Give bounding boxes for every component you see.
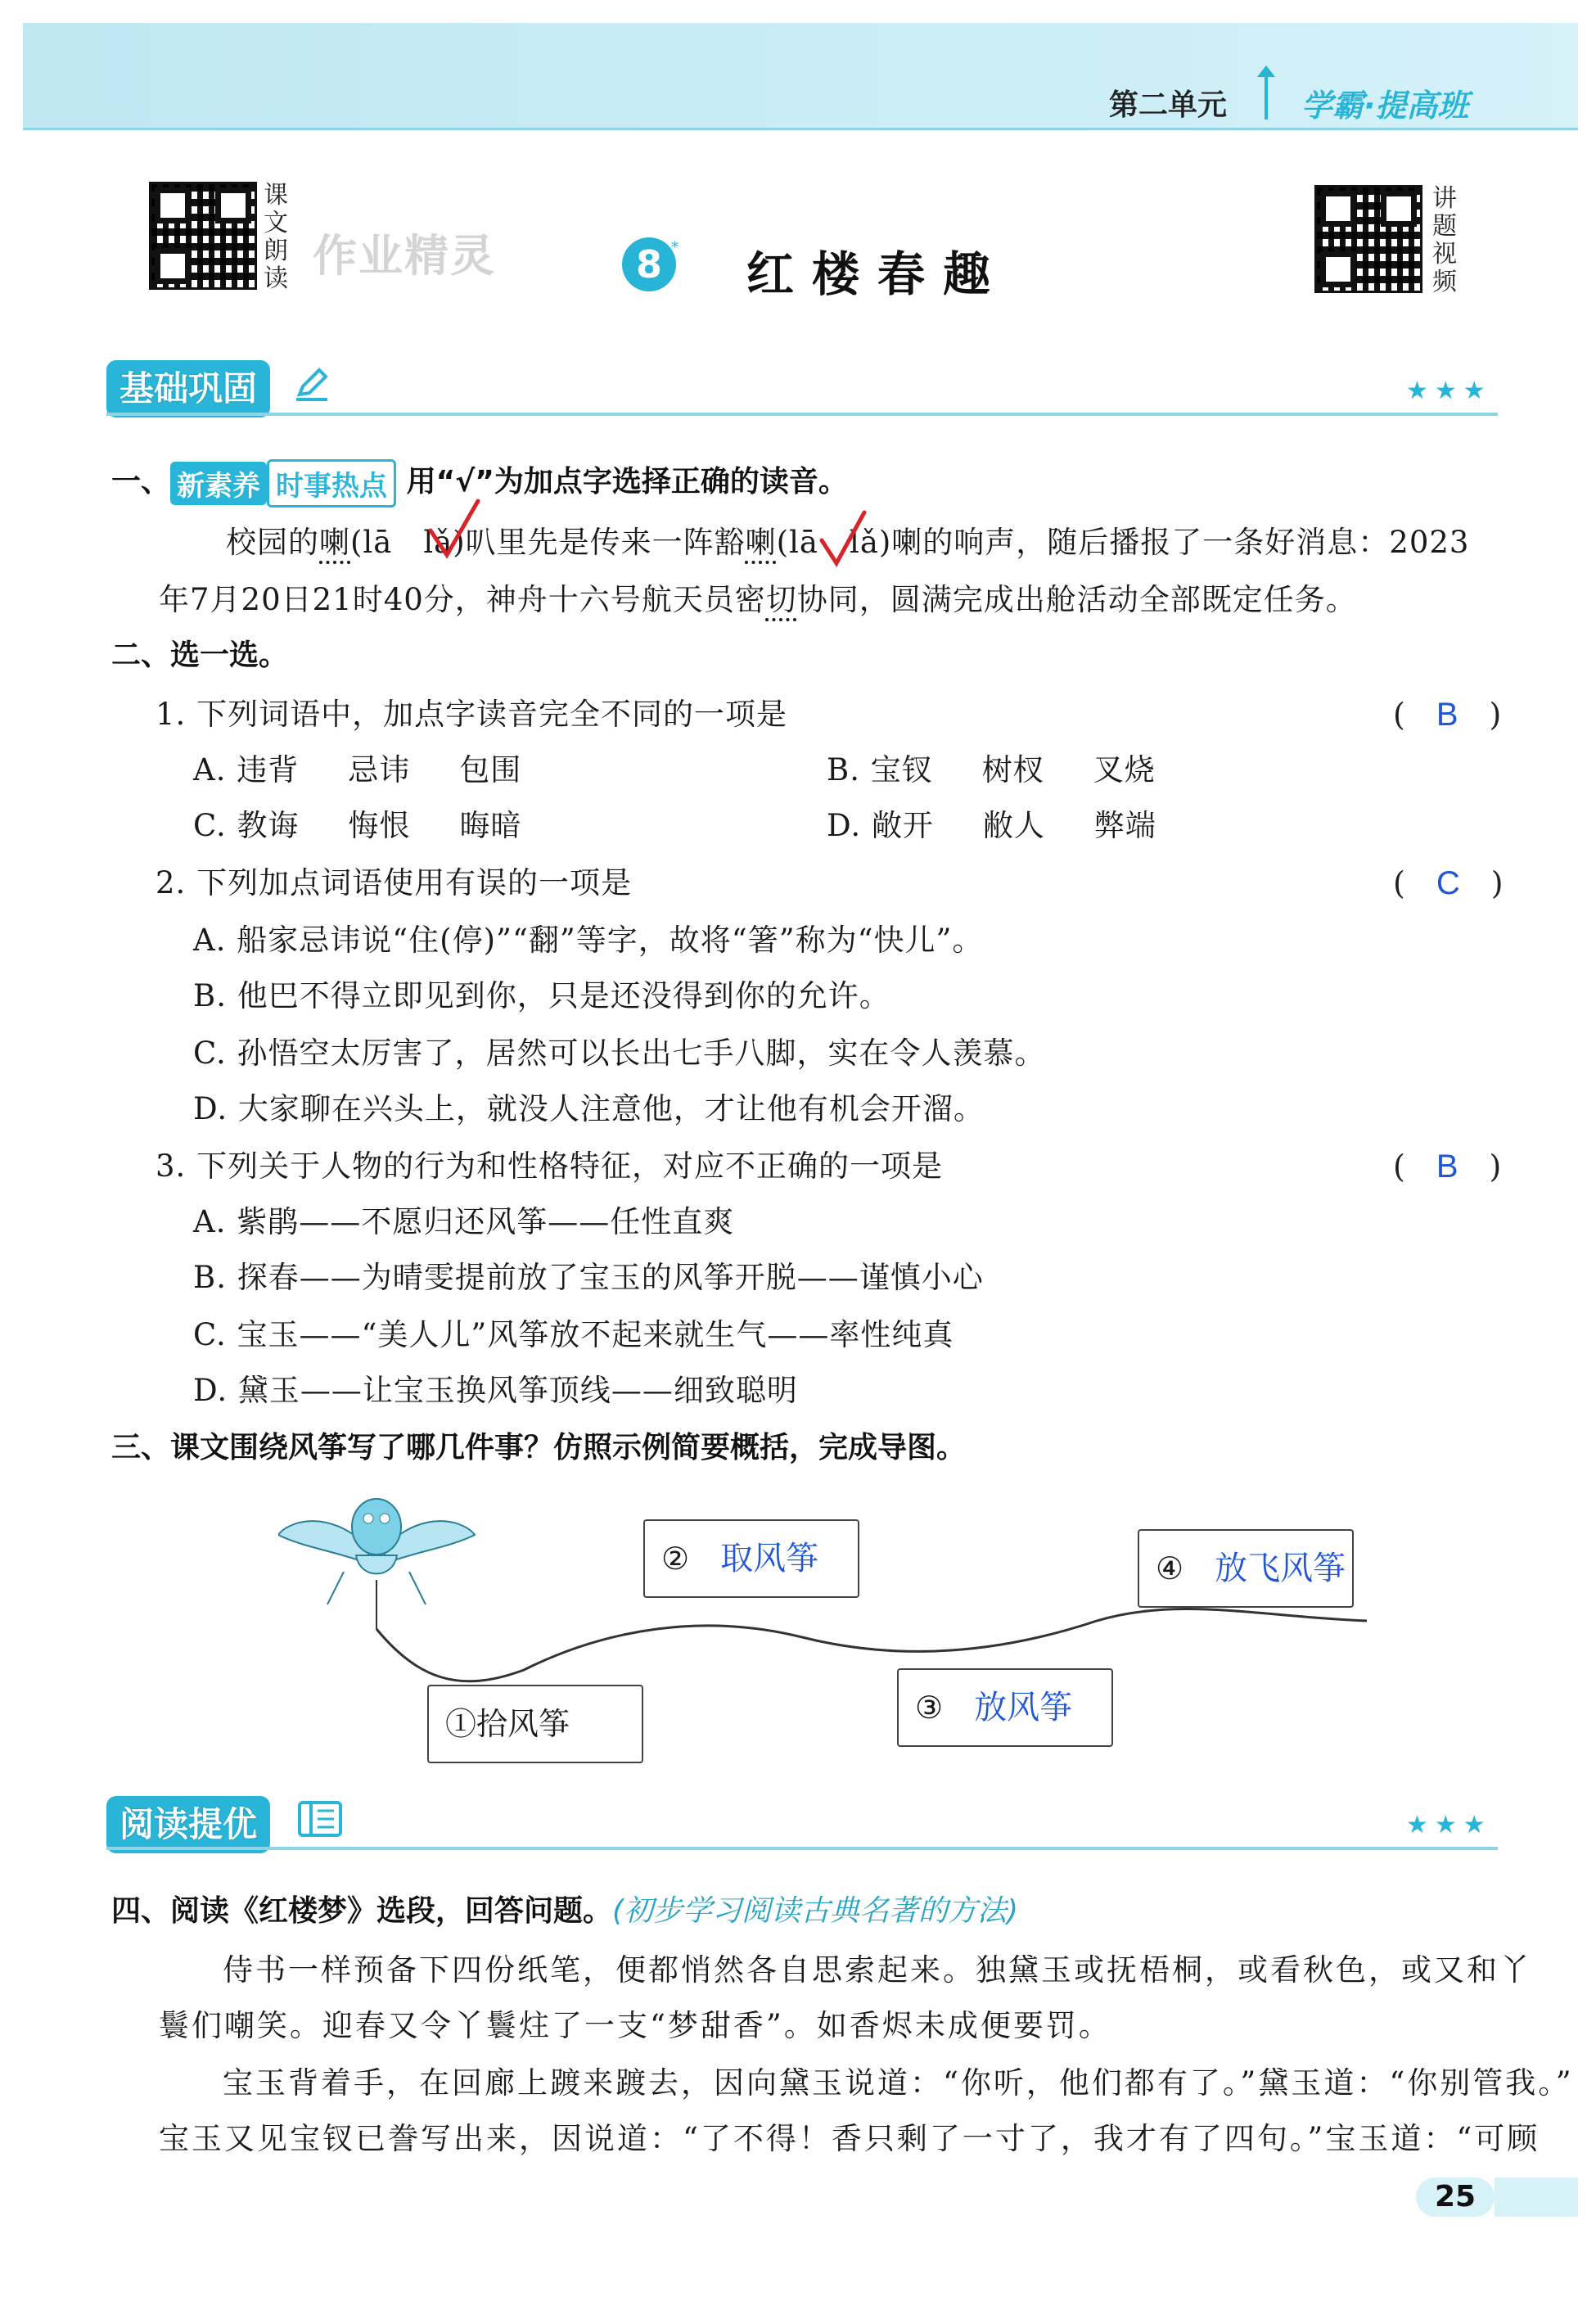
q2-2-answer: ( C ) — [1393, 865, 1504, 901]
tag-hot-topic: 时事热点 — [267, 459, 396, 508]
q4-para1-line1: 侍书一样预备下四份纸笔，便都悄然各自思索起来。独黛玉或抚梧桐，或看秋色，或又和丫 — [223, 1952, 1532, 1988]
book-icon — [296, 1799, 344, 1839]
qr-label-right: 讲 题 视 频 — [1432, 184, 1457, 296]
unit-title: 第二单元 — [1109, 88, 1228, 122]
section-divider — [106, 413, 1498, 416]
brand-name: 学霸·提高班 — [1301, 88, 1469, 124]
brand-arrow-icon — [1265, 70, 1268, 120]
map-box-1: ①拾风筝 — [427, 1685, 643, 1763]
q1-line-2: 年7月20日21时40分，神舟十六号航天员密切协同，圆满完成出舱活动全部既定任务。 — [159, 582, 1357, 617]
q2-1-option-b[interactable]: B. 宝钗 树杈 叉烧 — [827, 752, 1156, 787]
pencil-icon — [293, 365, 331, 403]
q2-1-option-c[interactable]: C. 教诲 悔恨 晦暗 — [193, 808, 522, 843]
q2-3-option-a[interactable]: A. 紫鹃——不愿归还风筝——任性直爽 — [193, 1204, 735, 1239]
q2-1-option-d[interactable]: D. 敞开 敝人 弊端 — [827, 808, 1156, 843]
q2-1-answer: ( B ) — [1393, 697, 1502, 733]
qr-label-left: 课 文 朗 读 — [264, 181, 288, 293]
page-number: 25 — [1416, 2177, 1495, 2217]
q1-line-1: 校园的喇(lā lǎ)叭里先是传来一阵豁喇(lā lǎ)喇的响声，随后播报了一条好消息：2023 — [226, 525, 1470, 560]
watermark: 作业精灵 — [313, 230, 496, 282]
q2-1-option-a[interactable]: A. 违背 忌讳 包围 — [193, 752, 522, 787]
tag-new-literacy: 新素养 — [170, 462, 267, 505]
section-title-basics: 基础巩固 — [106, 360, 270, 417]
qr-code-icon-right[interactable] — [1314, 185, 1422, 293]
difficulty-stars: ★★★ — [1406, 377, 1492, 405]
checkmark-icon-1 — [426, 496, 483, 562]
q4-heading: 四、阅读《红楼梦》选段，回答问题。(初步学习阅读古典名著的方法) — [111, 1894, 1019, 1928]
q1-heading: 一、 新素养 时事热点 用“√”为加点字选择正确的读音。 — [111, 458, 848, 508]
lesson-title: 红楼春趣 — [746, 246, 1009, 302]
q2-3-stem: 3. 下列关于人物的行为和性格特征，对应不正确的一项是 — [156, 1148, 944, 1184]
page-number-tail — [1495, 2177, 1578, 2217]
qr-code-icon-left[interactable] — [149, 182, 257, 290]
checkmark-icon-2 — [817, 508, 869, 570]
lesson-star: * — [671, 239, 679, 256]
q2-3-option-c[interactable]: C. 宝玉——“美人儿”风筝放不起来就生气——率性纯真 — [193, 1317, 954, 1352]
q4-hint: (初步学习阅读古典名著的方法) — [612, 1894, 1019, 1928]
q2-2-option-a[interactable]: A. 船家忌讳说“住(停)”“翻”等字，故将“箸”称为“快儿”。 — [193, 923, 984, 958]
q2-3-option-d[interactable]: D. 黛玉——让宝玉换风筝顶线——细致聪明 — [193, 1373, 798, 1408]
lesson-number-badge: 8 — [622, 237, 676, 291]
q2-2-stem: 2. 下列加点词语使用有误的一项是 — [156, 865, 633, 900]
difficulty-stars-2: ★★★ — [1406, 1811, 1492, 1839]
map-box-4[interactable]: ④ 放飞风筝 — [1138, 1529, 1354, 1608]
kite-icon — [278, 1499, 475, 1629]
q2-2-option-c[interactable]: C. 孙悟空太厉害了，居然可以长出七手八脚，实在令人羡慕。 — [193, 1036, 1046, 1071]
q4-para2-line1: 宝玉背着手，在回廊上踱来踱去，因向黛玉说道：“你听，他们都有了。”黛玉道：“你别管我。” — [223, 2065, 1574, 2101]
q2-2-option-b[interactable]: B. 他巴不得立即见到你，只是还没得到你的允许。 — [193, 978, 890, 1013]
q4-para2-line2: 宝玉又见宝钗已誊写出来，因说道：“了不得！香只剩了一寸了，我才有了四句。”宝玉道：“可顾 — [159, 2121, 1540, 2156]
q4-para1-line2: 鬟们嘲笑。迎春又令丫鬟炷了一支“梦甜香”。如香烬未成便要罚。 — [159, 2008, 1111, 2043]
q3-heading: 三、课文围绕风筝写了哪几件事？仿照示例简要概括，完成导图。 — [111, 1431, 967, 1464]
section-title-reading: 阅读提优 — [106, 1796, 270, 1853]
header-divider — [23, 128, 1578, 130]
section-divider-2 — [106, 1847, 1498, 1850]
q2-3-answer: ( B ) — [1393, 1148, 1502, 1185]
q2-3-option-b[interactable]: B. 探春——为晴雯提前放了宝玉的风筝开脱——谨慎小心 — [193, 1260, 984, 1295]
q2-1-stem: 1. 下列词语中，加点字读音完全不同的一项是 — [156, 697, 788, 732]
map-box-3[interactable]: ③ 放风筝 — [897, 1668, 1113, 1747]
q2-heading: 二、选一选。 — [111, 639, 289, 672]
map-box-2[interactable]: ② 取风筝 — [643, 1519, 859, 1598]
q2-2-option-d[interactable]: D. 大家聊在兴头上，就没人注意他，才让他有机会开溜。 — [193, 1091, 985, 1126]
